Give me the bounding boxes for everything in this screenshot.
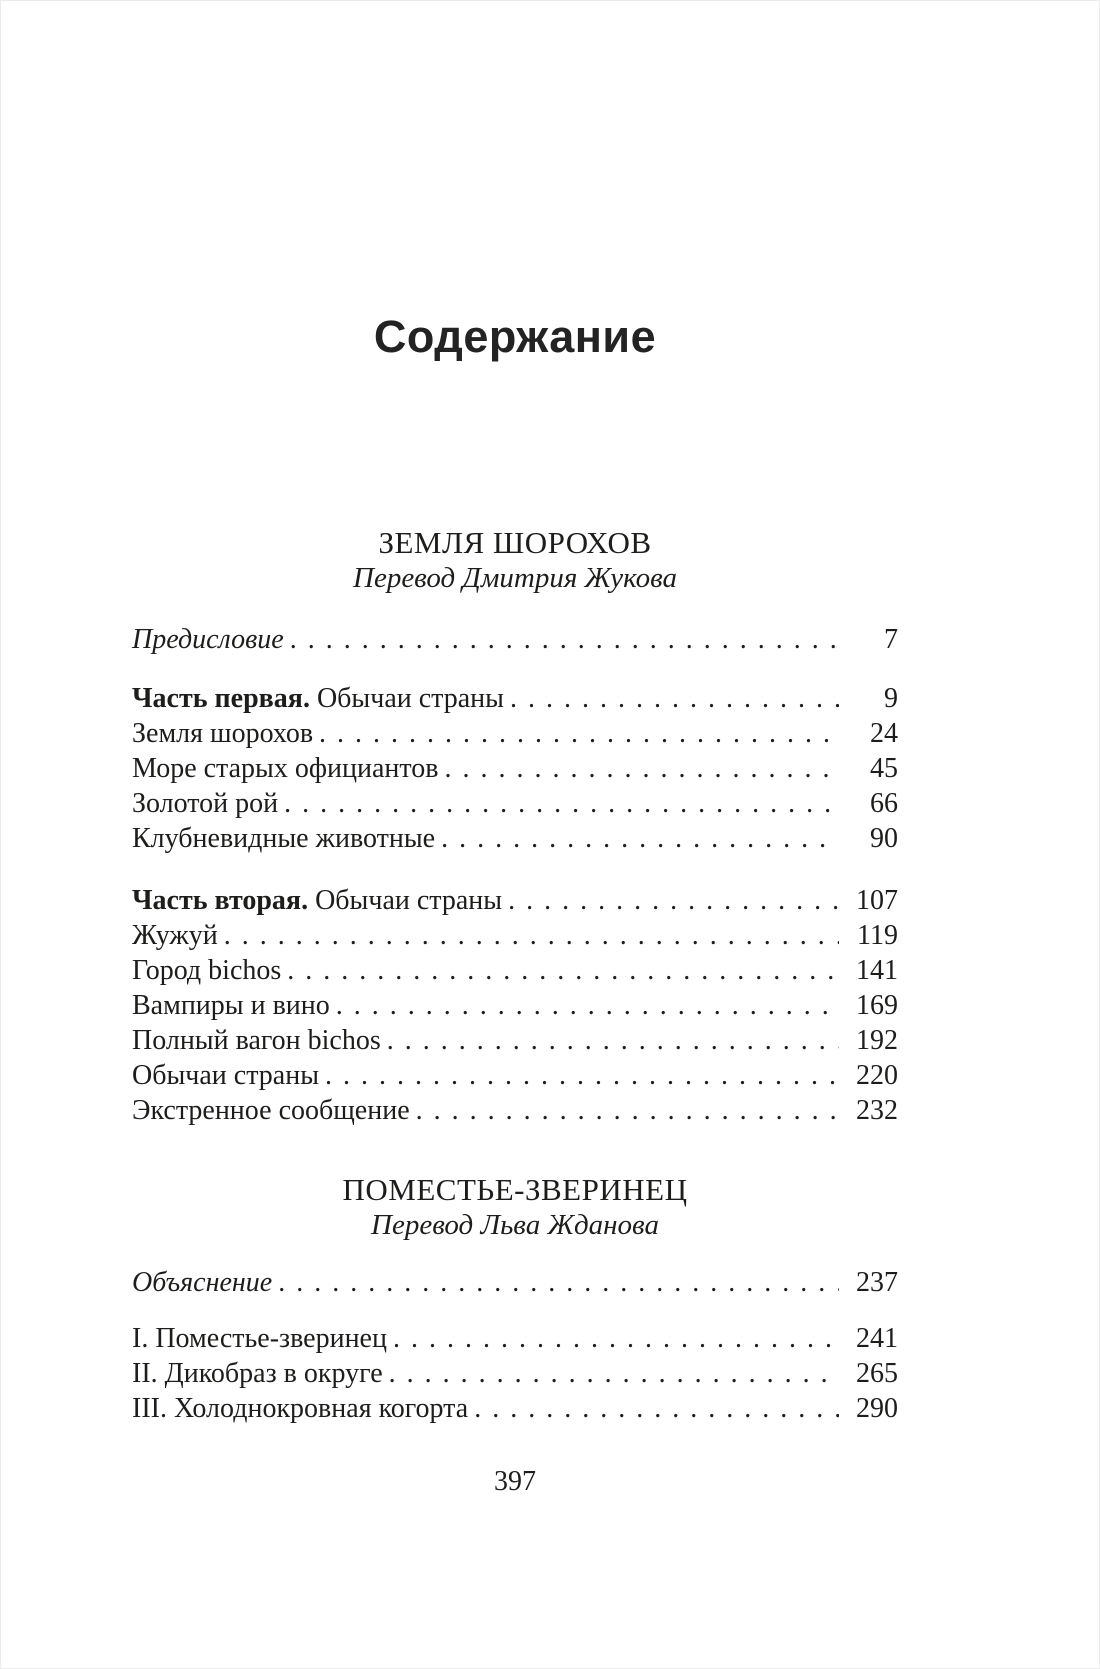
- toc-entry-part-prefix: Часть первая.: [132, 683, 310, 714]
- toc-entry: [132, 681, 898, 716]
- toc-entry-label: II. Дикобраз в округе: [132, 1358, 383, 1389]
- toc-entry-label: Жужуй: [132, 920, 218, 951]
- toc-entry: [132, 622, 898, 657]
- toc-entry-label: Часть вторая. Обычаи страны: [132, 885, 503, 916]
- dot-leader: [319, 716, 839, 751]
- toc-entry-part-prefix: Часть вторая.: [132, 885, 309, 916]
- text-column: [132, 0, 898, 1669]
- dot-leader: [416, 1093, 839, 1128]
- toc-entry-label: Золотой рой: [132, 788, 279, 819]
- toc-entry-label: Предисловие: [132, 624, 284, 655]
- toc-entry: [132, 1058, 898, 1093]
- toc-entry: [132, 1356, 898, 1391]
- toc-entry-page-number: 45: [870, 753, 898, 784]
- page-title: Содержание: [373, 311, 657, 362]
- dot-leader: [393, 1321, 839, 1356]
- toc-entry-page-number: 119: [857, 920, 898, 951]
- toc-entry-page-number: 265: [856, 1358, 898, 1389]
- dot-leader: [510, 681, 839, 716]
- toc-entry-label: III. Холоднокровная когорта: [132, 1393, 469, 1424]
- toc-entry: [132, 1093, 898, 1128]
- toc-entry: [132, 1321, 898, 1356]
- dot-leader: [284, 786, 839, 821]
- dot-leader: [389, 1356, 839, 1391]
- dot-leader: [441, 821, 839, 856]
- toc-entry: [132, 953, 898, 988]
- toc-entry-page-number: 169: [856, 990, 898, 1021]
- toc-group-explanation: [132, 1265, 898, 1300]
- toc-group-part-two: [132, 883, 898, 1128]
- toc-entry-label: I. Поместье-зверинец: [132, 1323, 387, 1354]
- dot-leader: [290, 622, 839, 657]
- toc-entry: [132, 918, 898, 953]
- dot-leader: [508, 883, 839, 918]
- toc-entry-label: Часть первая. Обычаи страны: [132, 683, 504, 714]
- toc-entry-page-number: 90: [870, 823, 898, 854]
- toc-entry-page-number: 237: [856, 1267, 898, 1298]
- toc-entry-label: Экстренное сообщение: [132, 1095, 410, 1126]
- toc-entry-label: Море старых официантов: [132, 753, 439, 784]
- dot-leader: [325, 1058, 839, 1093]
- page-number: 397: [494, 1466, 536, 1497]
- toc-entry-page-number: 66: [870, 788, 898, 819]
- toc-entry-page-number: 24: [870, 718, 898, 749]
- toc-group-chapters: [132, 1321, 898, 1426]
- toc-entry: [132, 1391, 898, 1426]
- toc-entry-label: Клубневидные животные: [132, 823, 436, 854]
- toc-entry-page-number: 220: [856, 1060, 898, 1091]
- toc-entry-page-number: 290: [856, 1393, 898, 1424]
- toc-entry: [132, 751, 898, 786]
- toc-entry-label: Объяснение: [132, 1267, 273, 1298]
- toc-entry: [132, 988, 898, 1023]
- toc-entry-page-number: 192: [856, 1025, 898, 1056]
- toc-entry-label: Обычаи страны: [132, 1060, 320, 1091]
- section-2-translator: Перевод Льва Жданова: [371, 1209, 659, 1241]
- dot-leader: [224, 918, 839, 953]
- toc-entry: [132, 883, 898, 918]
- toc-entry: [132, 786, 898, 821]
- toc-entry: [132, 821, 898, 856]
- section-1-heading: ЗЕМЛЯ ШОРОХОВ: [378, 525, 652, 560]
- toc-entry: [132, 716, 898, 751]
- toc-entry-label: Вампиры и вино: [132, 990, 330, 1021]
- dot-leader: [287, 953, 839, 988]
- dot-leader: [474, 1391, 839, 1426]
- toc-group-part-one: [132, 681, 898, 856]
- dot-leader: [278, 1265, 839, 1300]
- toc-entry-label: Город bichos: [132, 955, 282, 986]
- dot-leader: [336, 988, 839, 1023]
- toc-entry-page-number: 141: [856, 955, 898, 986]
- section-2-heading: ПОМЕСТЬЕ-ЗВЕРИНЕЦ: [342, 1172, 688, 1207]
- toc-entry: [132, 1023, 898, 1058]
- toc-entry-page-number: 107: [856, 885, 898, 916]
- toc-entry-page-number: 9: [884, 683, 898, 714]
- toc-entry-label: Земля шорохов: [132, 718, 314, 749]
- dot-leader: [444, 751, 839, 786]
- toc-entry-page-number: 241: [856, 1323, 898, 1354]
- toc-entry-page-number: 7: [884, 624, 898, 655]
- toc-entry-label: Полный вагон bichos: [132, 1025, 381, 1056]
- section-1-translator: Перевод Дмитрия Жукова: [353, 562, 677, 594]
- toc-group-preface: [132, 622, 898, 657]
- dot-leader: [387, 1023, 839, 1058]
- toc-entry: [132, 1265, 898, 1300]
- toc-entry-page-number: 232: [856, 1095, 898, 1126]
